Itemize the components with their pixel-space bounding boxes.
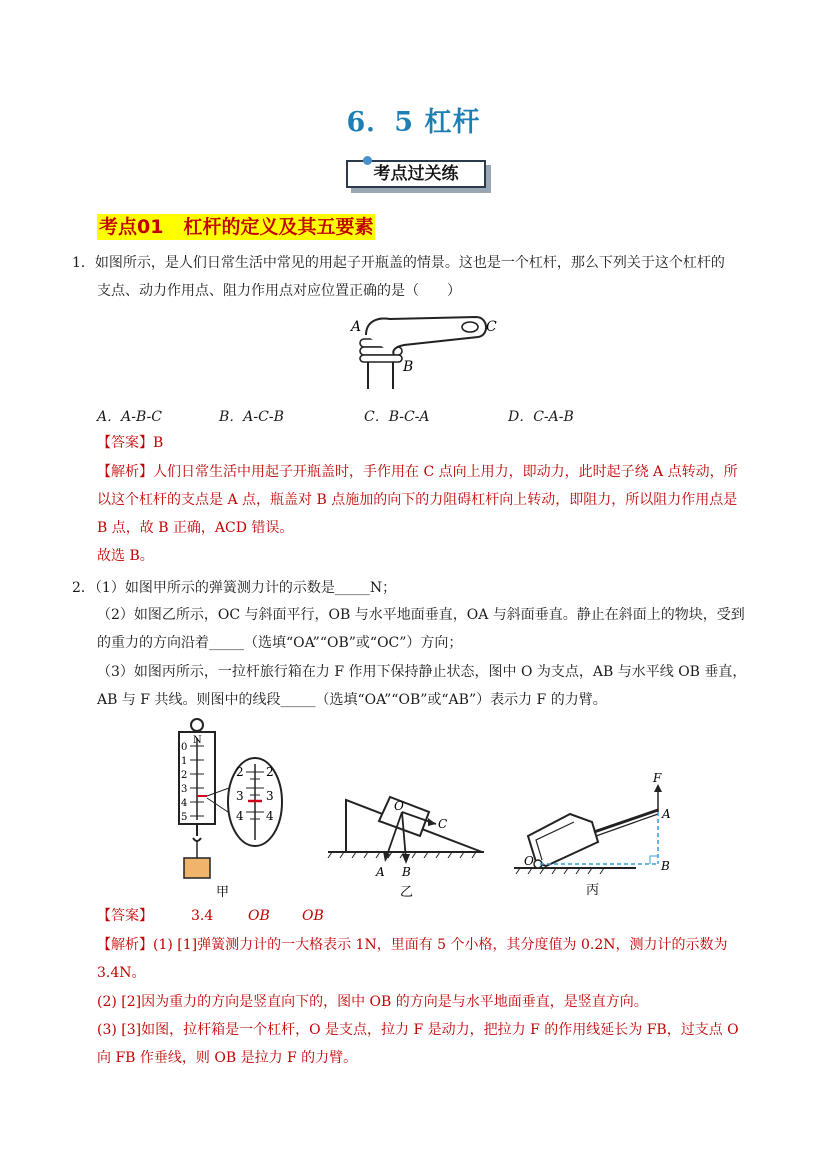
page-title: 6．5 杠杆 <box>346 107 481 138</box>
yi-label-c: C <box>438 817 448 831</box>
section-num: 01 <box>137 216 164 238</box>
q2-part2-line1: （2）如图乙所示，OC 与斜面平行，OB 与水平地面垂直，OA 与斜面垂直。静止在斜面上的物块，受到 <box>97 607 745 623</box>
q1-text-line1 <box>72 253 725 273</box>
figure-jia-label: 甲 <box>216 885 230 900</box>
q2-analysis-text-1: (1) [1]弹簧测力计的一大格表示 1N，里面有 5 个小格，其分度值为 0.2N，测力计的示数为 <box>153 937 728 953</box>
section-name: 杠杆的定义及其五要素 <box>183 216 374 238</box>
q2-part3-line1: （3）如图丙所示，一拉杆旅行箱在力 F 作用下保持静止状态，图中 O 为支点，AB 与水平线 OB 垂直， <box>97 664 747 680</box>
figure-yi-label: 乙 <box>400 885 414 900</box>
scale-num-1: 1 <box>181 756 188 767</box>
q2-answer-2: OB <box>248 908 270 924</box>
zoom-num-3: 3 <box>236 789 244 803</box>
spring-scale-figure <box>170 716 300 900</box>
q1-stem-2: 支点、动力作用点、阻力作用点对应位置正确的是（ ） <box>97 283 461 299</box>
q1-analysis-label: 【解析】 <box>97 464 153 480</box>
q1-fig-label-c: C <box>486 319 497 335</box>
q1-fig-label-a: A <box>351 319 362 335</box>
q2-analysis-2: 3.4N。 <box>97 965 146 981</box>
q1-analysis-1 <box>97 462 738 482</box>
scale-num-3: 3 <box>181 784 188 795</box>
q2-analysis-5: 向 FB 作垂线，则 OB 是拉力 F 的力臂。 <box>97 1050 358 1066</box>
zoom-num-4: 4 <box>236 809 244 823</box>
section-label: 考点 <box>99 216 138 238</box>
q1-answer-label: 【答案】 <box>97 435 153 451</box>
q1-choice-b[interactable]: B．A-C-B <box>219 409 284 425</box>
q2-answer-label: 【答案】 <box>97 908 153 924</box>
q2-analysis-3: (2) [2]因为重力的方向是竖直向下的，图中 OB 的方向是与水平地面垂直，是竖直方向。 <box>97 994 648 1010</box>
q1-analysis-3: B 点，故 B 正确，ACD 错误。 <box>97 520 294 536</box>
q1-number: 1． <box>72 255 95 271</box>
q1-answer <box>97 433 163 453</box>
zoom-num-4-right: 4 <box>266 809 274 823</box>
q1-choice-a[interactable]: A．A-B-C <box>97 409 162 425</box>
figure-bing-label: 丙 <box>586 883 600 898</box>
q2-analysis-1 <box>97 935 728 955</box>
scale-num-0: 0 <box>181 742 188 753</box>
yi-label-a: A <box>376 865 385 879</box>
badge-dot-icon <box>363 156 372 165</box>
bing-label-b: B <box>661 859 670 873</box>
q2-part1 <box>72 578 396 598</box>
q2-part1-text: （1）如图甲所示的弹簧测力计的示数是_____N； <box>94 580 397 596</box>
scale-num-2: 2 <box>181 770 188 781</box>
bottle-opener-figure <box>348 305 508 395</box>
q1-analysis-text-1: 人们日常生活中用起子开瓶盖时，手作用在 C 点向上用力，即动力，此时起子绕 A 点转动，所 <box>153 464 738 480</box>
incline-figure <box>324 790 486 900</box>
q1-conclusion: 故选 B。 <box>97 548 154 564</box>
q1-analysis-2: 以这个杠杆的支点是 A 点，瓶盖对 B 点施加的向下的力阻碍杠杆向上转动，即阻力，所以阻力作用点是 <box>97 492 738 508</box>
badge-label: 考点过关练 <box>346 160 486 188</box>
zoom-num-3-right: 3 <box>266 789 274 803</box>
q1-choice-d[interactable]: D．C-A-B <box>508 409 574 425</box>
section-heading <box>97 214 375 240</box>
scale-num-4: 4 <box>181 798 188 809</box>
q1-choice-c[interactable]: C．B-C-A <box>364 409 430 425</box>
q2-number: 2． <box>72 580 95 596</box>
q2-answer-3: OB <box>302 908 324 924</box>
section-badge <box>346 160 494 196</box>
q2-answer-1: 3.4 <box>191 908 214 924</box>
yi-label-b: B <box>402 865 411 879</box>
q2-analysis-4: (3) [3]如图，拉杆箱是一个杠杆，O 是支点，拉力 F 是动力，把拉力 F 的作用线延长为 FB，过支点 O <box>97 1022 739 1038</box>
q2-answer <box>97 906 153 926</box>
q2-part2-line2: 的重力的方向沿着_____（选填“OA”“OB”或“OC”）方向； <box>97 635 463 651</box>
q2-analysis-label: 【解析】 <box>97 937 153 953</box>
q1-answer-value: B <box>153 435 164 451</box>
bing-label-a: A <box>662 807 671 821</box>
q1-fig-label-b: B <box>403 359 414 375</box>
zoom-num-2-right: 2 <box>266 765 274 779</box>
bing-label-o: O <box>524 854 534 868</box>
q2-part3-line2: AB 与 F 共线。则图中的线段_____（选填“OA”“OB”或“AB”）表示力 F 的力臂。 <box>97 692 607 708</box>
suitcase-figure <box>510 770 680 900</box>
scale-unit: N <box>193 735 202 746</box>
scale-num-5: 5 <box>181 812 188 823</box>
q1-stem-1: 如图所示，是人们日常生活中常见的用起子开瓶盖的情景。这也是一个杠杆，那么下列关于这个杠杆的 <box>94 255 725 271</box>
zoom-num-2: 2 <box>236 765 244 779</box>
bing-label-f: F <box>653 771 662 785</box>
yi-label-o: O <box>394 799 404 813</box>
